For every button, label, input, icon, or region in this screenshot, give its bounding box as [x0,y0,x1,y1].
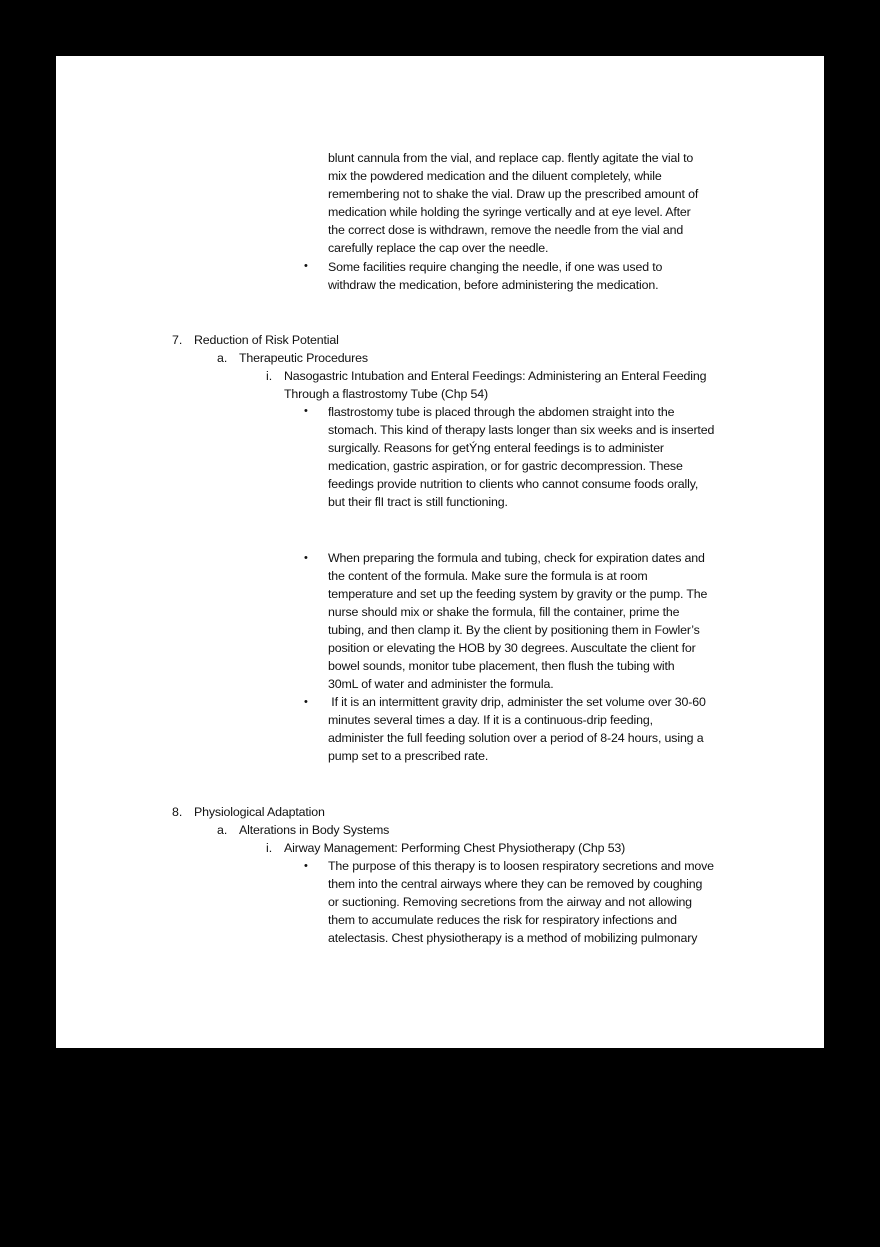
list-letter: a. [217,351,228,365]
text-line: the content of the formula. Make sure the formula is at room [328,569,648,583]
list-number: 8. [172,805,183,819]
topic-heading: Airway Management: Performing Chest Physiotherapy (Chp 53) [284,841,626,855]
text-line: medication while holding the syringe vertically and at eye level. After [328,205,691,219]
text-line: carefully replace the cap over the needle. [328,241,549,255]
text-line: remembering not to shake the vial. Draw up the prescribed amount of [328,187,699,201]
text-line: temperature and set up the feeding system by gravity or the pump. The [328,587,708,601]
text-line: nurse should mix or shake the formula, fill the container, prime the [328,605,680,619]
text-line: Some facilities require changing the needle, if one was used to [328,260,663,274]
text-line: The purpose of this therapy is to loosen respiratory secretions and move [328,859,714,873]
text-line: bowel sounds, monitor tube placement, then flush the tubing with [328,659,675,673]
list-letter: a. [217,823,228,837]
text-line: feedings provide nutrition to clients who cannot consume foods orally, [328,477,699,491]
text-line: tubing, and then clamp it. By the client by positioning them in Fowler’s [328,623,700,637]
section-heading: Reduction of Risk Potential [194,333,339,347]
text-line: When preparing the formula and tubing, check for expiration dates and [328,551,705,565]
subsection-heading: Alterations in Body Systems [239,823,390,837]
text-line: withdraw the medication, before administering the medication. [328,278,659,292]
section-heading: Physiological Adaptation [194,805,325,819]
list-roman: i. [266,841,273,855]
text-line: administer the full feeding solution over a period of 8-24 hours, using a [328,731,704,745]
text-line: pump set to a prescribed rate. [328,749,489,763]
text-line: or suctioning. Removing secretions from the airway and not allowing [328,895,692,909]
text-line: but their flI tract is still functioning. [328,495,508,509]
text-line: stomach. This kind of therapy lasts longer than six weeks and is inserted [328,423,715,437]
text-line: flastrostomy tube is placed through the abdomen straight into the [328,405,675,419]
bullet-icon: • [304,260,308,272]
text-line: position or elevating the HOB by 30 degrees. Auscultate the client for [328,641,696,655]
list-number: 7. [172,333,183,347]
text-line: medication, gastric aspiration, or for gastric decompression. These [328,459,683,473]
list-roman: i. [266,369,273,383]
subsection-heading: Therapeutic Procedures [239,351,368,365]
text-line: 30mL of water and administer the formula. [328,677,554,691]
text-line: If it is an intermittent gravity drip, administer the set volume over 30-60 [328,695,706,709]
bullet-icon: • [304,552,308,564]
bullet-icon: • [304,696,308,708]
text-line: blunt cannula from the vial, and replace cap. flently agitate the vial to [328,151,694,165]
bullet-icon: • [304,860,308,872]
bullet-icon: • [304,405,308,417]
text-line: the correct dose is withdrawn, remove the needle from the vial and [328,223,684,237]
text-line: surgically. Reasons for getÝng enteral feedings is to administer [328,441,664,455]
topic-heading: Nasogastric Intubation and Enteral Feedings: Administering an Enteral Feeding [284,369,707,383]
text-line: atelectasis. Chest physiotherapy is a method of mobilizing pulmonary [328,931,698,945]
topic-heading: Through a flastrostomy Tube (Chp 54) [284,387,488,401]
text-line: them into the central airways where they can be removed by coughing [328,877,703,891]
text-line: minutes several times a day. If it is a continuous-drip feeding, [328,713,653,727]
text-line: them to accumulate reduces the risk for respiratory infections and [328,913,677,927]
text-line: mix the powdered medication and the diluent completely, while [328,169,662,183]
